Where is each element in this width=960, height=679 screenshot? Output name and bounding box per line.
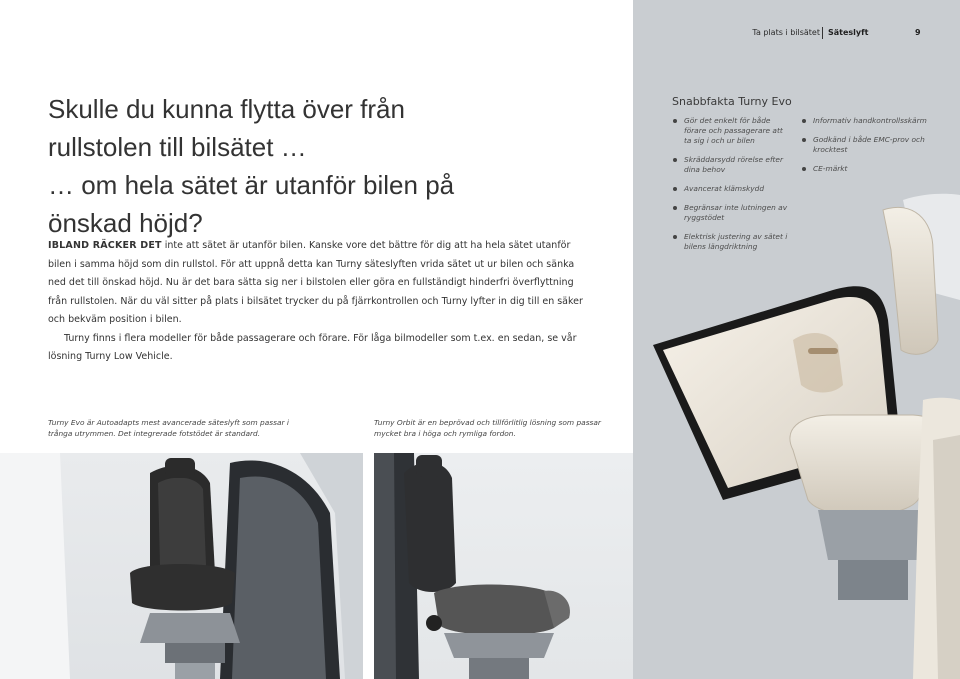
lead-in: IBLAND RÄCKER DET: [48, 240, 162, 251]
page-headline: [48, 90, 608, 242]
fact-item: CE-märkt: [801, 164, 941, 174]
fact-item: Avancerat klämskydd: [672, 184, 790, 194]
running-header: [633, 24, 960, 44]
header-chapter: Säteslyft: [828, 28, 869, 37]
header-divider: [822, 27, 823, 39]
fact-item: Gör det enkelt för både förare och passagerare att ta sig i och ur bilen: [672, 116, 790, 146]
body-paragraph: Turny finns i flera modeller för både passagerare och förare. För låga bilmodeller som t.ex. en sedan, se vår lösning Turny Low Vehicle.: [48, 332, 577, 362]
header-section: Ta plats i bilsätet: [752, 28, 820, 37]
facts-list-left: [672, 116, 790, 261]
fact-item: Elektrisk justering av sätet i bilens längdriktning: [672, 232, 790, 252]
page-number: 9: [915, 28, 921, 37]
paragraph-text: inte att sätet är utanför bilen. Kanske vore det bättre för dig att ha hela sätet utanför bilen i samma höjd som din rullstol. För att uppnå detta kan Turny säteslyften vrida sätet ut ur bilen och sänka ned det till önskad höjd. Nu är det bara sätta sig ner i bilstolen eller göra en fullständigt hinderfri överflyttning från rullstolen. När du väl sitter på plats i bilsätet trycker du på fjärrkontrollen och Turny lyfter in dig till en säker och bekväm position i bilen.: [48, 240, 583, 325]
caption-turny-evo: Turny Evo är Autoadapts mest avancerade säteslyft som passar i trånga utrymmen. Det integrerade fotstödet är standard.: [48, 418, 289, 438]
caption-turny-orbit: Turny Orbit är en beprövad och tillförlitlig lösning som passar mycket bra i höga och rymliga fordon.: [374, 418, 601, 438]
fact-item: Godkänd i både EMC-prov och krocktest: [801, 135, 941, 155]
body-text: [48, 237, 586, 367]
photo-turny-orbit: [374, 453, 633, 679]
facts-title: Snabbfakta Turny Evo: [672, 95, 792, 108]
headline-line: … om hela sätet är utanför bilen på: [48, 170, 455, 200]
body-paragraph: [48, 237, 586, 330]
fact-item: Informativ handkontrollsskärm: [801, 116, 941, 126]
fact-item: Skräddarsydd rörelse efter dina behov: [672, 155, 790, 175]
fact-item: Begränsar inte lutningen av ryggstödet: [672, 203, 790, 223]
facts-list-right: [801, 116, 941, 183]
photo-turny-evo: [0, 453, 363, 679]
headline-line: Skulle du kunna flytta över från: [48, 94, 405, 124]
headline-line: rullstolen till bilsätet …: [48, 132, 307, 162]
headline-line: önskad höjd?: [48, 208, 203, 238]
fact-panel: [633, 0, 960, 679]
